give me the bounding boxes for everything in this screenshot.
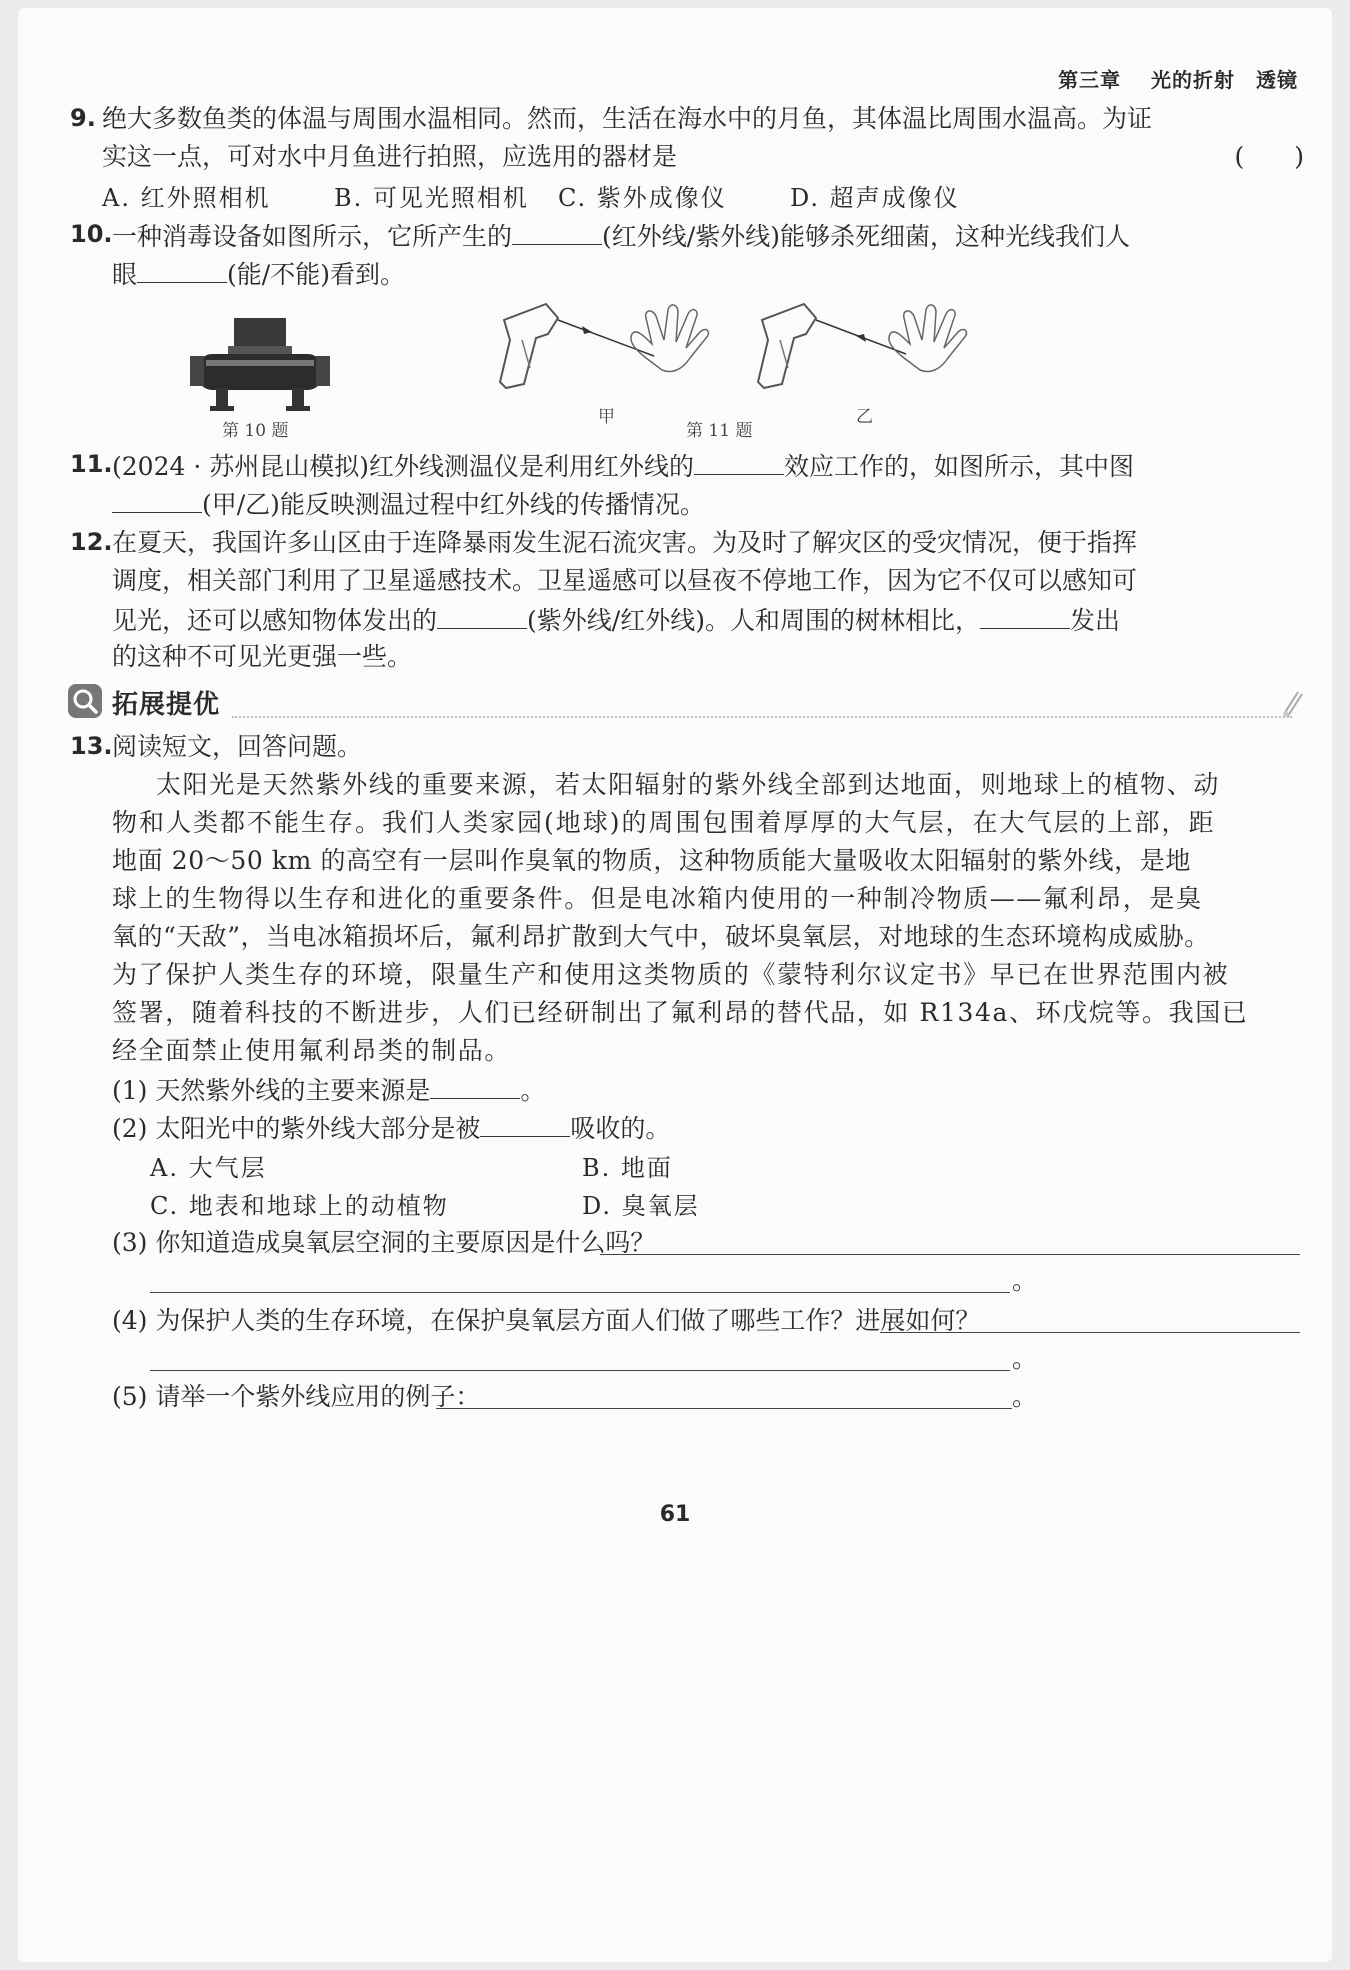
text-segment: 效应工作的，如图所示，其中图 <box>783 452 1134 481</box>
option-c[interactable]: C. 地表和地球上的动植物 <box>150 1192 449 1220</box>
passage-line: 球上的生物得以生存和进化的重要条件。但是电冰箱内使用的一种制冷物质——氟利昂，是臭 <box>112 884 1203 913</box>
question-text <box>112 216 1332 256</box>
workbook-page <box>18 8 1332 1962</box>
question-text: 在夏天，我国许多山区由于连降暴雨发生泥石流灾害。为及时了解灾区的受灾情况，便于指挥 <box>112 528 1138 557</box>
question-text <box>112 600 1332 640</box>
section-label: 光的折射 透镜 <box>1151 68 1298 92</box>
answer-blank[interactable] <box>512 216 602 245</box>
sub-question-3: (3) 你知道造成臭氧层空洞的主要原因是什么吗？ <box>112 1228 656 1257</box>
text-segment: 。 <box>520 1076 546 1105</box>
text-segment: 一种消毒设备如图所示，它所产生的 <box>112 222 513 251</box>
passage-line: 氧的“天敌”，当电冰箱损坏后，氟利昂扩散到大气中，破坏臭氧层，对地球的生态环境构成威胁。 <box>112 922 1210 951</box>
question-number: 11. <box>70 450 113 478</box>
answer-blank[interactable] <box>430 1070 520 1099</box>
answer-line[interactable] <box>600 1254 1300 1255</box>
answer-blank[interactable] <box>437 600 527 629</box>
passage-line: 经全面禁止使用氟利昂类的制品。 <box>112 1036 512 1065</box>
question-number: 9. <box>70 104 96 132</box>
question-number: 13. <box>70 732 113 760</box>
passage-line: 物和人类都不能生存。我们人类家园(地球)的周围包围着厚厚的大气层，在大气层的上部，距 <box>112 808 1216 837</box>
end-mark: 。 <box>1012 1344 1038 1373</box>
question-text: 调度，相关部门利用了卫星遥感技术。卫星遥感可以昼夜不停地工作，因为它不仅可以感知可 <box>112 566 1138 595</box>
text-segment: (红外线/紫外线)能够杀死细菌，这种光线我们人 <box>602 222 1130 251</box>
text-segment: 眼 <box>112 260 138 289</box>
text-segment: (1) 天然紫外线的主要来源是 <box>112 1076 431 1105</box>
question-number: 12. <box>70 528 113 556</box>
sub-question-5: (5) 请举一个紫外线应用的例子： <box>112 1382 481 1411</box>
figure-label-yi: 乙 <box>856 407 873 427</box>
answer-line[interactable] <box>880 1332 1300 1333</box>
answer-blank[interactable] <box>480 1108 570 1137</box>
answer-blank[interactable] <box>694 446 784 475</box>
disinfection-device-figure <box>186 316 336 416</box>
passage-line: 为了保护人类生存的环境，限量生产和使用这类物质的《蒙特利尔议定书》早已在世界范围内被 <box>112 960 1230 989</box>
sub-question-2 <box>112 1108 1332 1148</box>
option-c[interactable]: C. 紫外成像仪 <box>558 184 727 212</box>
question-text <box>112 446 1332 486</box>
answer-blank[interactable] <box>137 254 227 283</box>
chapter-header <box>1058 64 1298 93</box>
question-number: 10. <box>70 220 113 248</box>
magnifier-icon <box>68 684 102 718</box>
question-intro: 阅读短文，回答问题。 <box>112 732 363 761</box>
text-segment: (能/不能)看到。 <box>227 260 405 289</box>
question-text <box>112 254 1332 294</box>
passage-line: 地面 20～50 km 的高空有一层叫作臭氧的物质，这种物质能大量吸收太阳辐射的紫外线，是地 <box>112 846 1191 875</box>
sub-question-4: (4) 为保护人类的生存环境，在保护臭氧层方面人们做了哪些工作？进展如何？ <box>112 1306 981 1335</box>
answer-line[interactable] <box>150 1370 1010 1371</box>
thermometer-figure-yi <box>754 298 984 398</box>
answer-paren[interactable]: ( ) <box>1234 142 1304 171</box>
end-mark: 。 <box>1012 1266 1038 1295</box>
text-segment: 发出 <box>1069 606 1120 635</box>
figure-caption: 第 11 题 <box>686 421 753 441</box>
section-divider <box>232 716 1292 718</box>
passage-line: 签署，随着科技的不断进步，人们已经研制出了氟利昂的替代品，如 R134a、环戊烷等。我国已 <box>112 998 1249 1027</box>
text-segment: (2) 太阳光中的紫外线大部分是被 <box>112 1114 481 1143</box>
option-a[interactable]: A. 红外照相机 <box>102 184 271 212</box>
answer-blank[interactable] <box>980 600 1070 629</box>
answer-line[interactable] <box>150 1292 1010 1293</box>
text-segment: 见光，还可以感知物体发出的 <box>112 606 438 635</box>
answer-line[interactable] <box>436 1408 1012 1409</box>
option-b[interactable]: B. 地面 <box>582 1154 673 1182</box>
text-segment: (紫外线/红外线)。人和周围的树林相比， <box>527 606 980 635</box>
end-mark: 。 <box>1012 1382 1038 1411</box>
text-segment: (甲/乙)能反映测温过程中红外线的传播情况。 <box>202 490 705 519</box>
option-a[interactable]: A. 大气层 <box>150 1154 267 1182</box>
option-d[interactable]: D. 臭氧层 <box>582 1192 700 1220</box>
text-segment: (2024 · 苏州昆山模拟)红外线测温仪是利用红外线的 <box>112 452 694 481</box>
section-title: 拓展提优 <box>112 690 221 720</box>
option-d[interactable]: D. 超声成像仪 <box>790 184 960 212</box>
answer-blank[interactable] <box>112 484 202 513</box>
page-number: 61 <box>659 1502 691 1527</box>
passage-line: 太阳光是天然紫外线的重要来源，若太阳辐射的紫外线全部到达地面，则地球上的植物、动 <box>156 770 1221 799</box>
option-b[interactable]: B. 可见光照相机 <box>334 184 529 212</box>
sub-question-1 <box>112 1070 1332 1110</box>
scroll-decoration-icon <box>1280 688 1304 718</box>
text-segment: 吸收的。 <box>570 1114 671 1143</box>
chapter-label: 第三章 <box>1058 68 1122 92</box>
question-text: 绝大多数鱼类的体温与周围水温相同。然而，生活在海水中的月鱼，其体温比周围水温高。为证 <box>102 104 1153 133</box>
question-text <box>112 484 1332 524</box>
thermometer-figure-jia <box>496 298 726 398</box>
figure-caption: 第 10 题 <box>222 421 289 441</box>
question-text: 实这一点，可对水中月鱼进行拍照，应选用的器材是 <box>102 142 678 171</box>
figure-label-jia: 甲 <box>598 407 615 427</box>
question-text: 的这种不可见光更强一些。 <box>112 642 413 671</box>
